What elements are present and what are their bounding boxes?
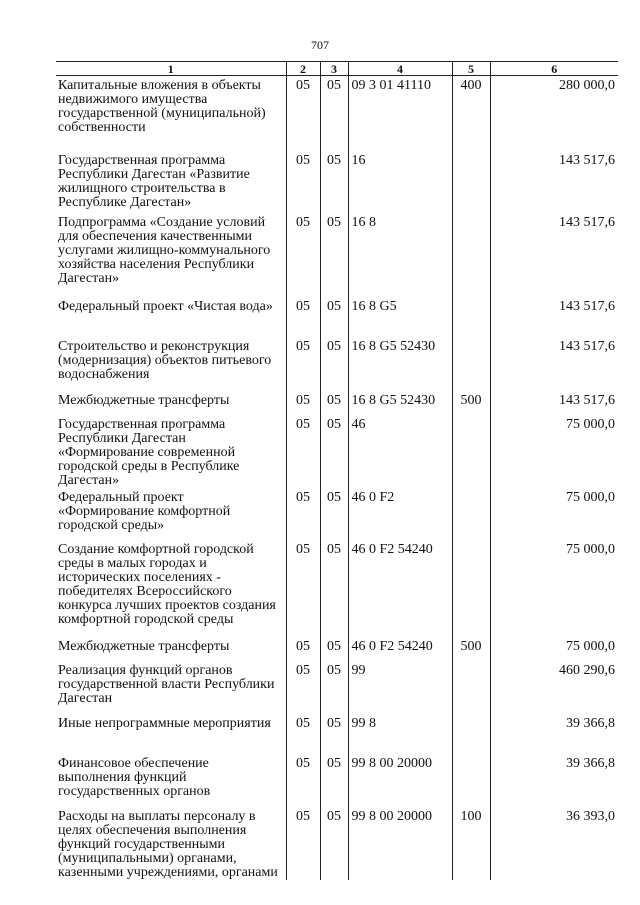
header-col-5: 5 <box>452 62 490 76</box>
cell-expense-type <box>452 337 490 391</box>
cell-expense-type <box>452 661 490 714</box>
table-row <box>56 540 618 637</box>
cell-name: Финансовое обеспечение выполнения функций государственных органов <box>58 755 211 799</box>
cell-section: 05 <box>286 213 320 297</box>
cell-target-code: 99 <box>348 661 452 714</box>
cell-amount: 75 000,0 <box>490 415 618 488</box>
table-row <box>56 151 618 213</box>
cell-name: Иные непрограммные мероприятия <box>58 715 271 731</box>
header-col-4: 4 <box>348 62 452 76</box>
table-row <box>56 297 618 337</box>
cell-name: Государственная программа Республики Дагестан «Развитие жилищного строительства в Республике Дагестан» <box>58 152 250 210</box>
cell-subsection: 05 <box>320 337 348 391</box>
cell-subsection: 05 <box>320 76 348 151</box>
cell-target-code: 16 8 <box>348 213 452 297</box>
cell-expense-type <box>452 488 490 540</box>
cell-amount: 280 000,0 <box>490 76 618 151</box>
cell-section: 05 <box>286 391 320 415</box>
header-col-3: 3 <box>320 62 348 76</box>
cell-subsection: 05 <box>320 754 348 807</box>
cell-amount: 143 517,6 <box>490 391 618 415</box>
cell-name: Строительство и реконструкция (модернизация) объектов питьевого водоснабжения <box>58 338 272 382</box>
cell-name: Государственная программа Республики Дагестан «Формирование современной городской среды в Республике Дагестан» <box>58 416 240 488</box>
cell-target-code: 16 <box>348 151 452 213</box>
cell-expense-type: 500 <box>452 637 490 661</box>
cell-amount: 460 290,6 <box>490 661 618 714</box>
cell-amount: 75 000,0 <box>490 637 618 661</box>
table-row <box>56 213 618 297</box>
table-header <box>56 62 618 76</box>
cell-section: 05 <box>286 337 320 391</box>
cell-subsection: 05 <box>320 661 348 714</box>
cell-target-code: 46 <box>348 415 452 488</box>
cell-expense-type: 400 <box>452 76 490 151</box>
cell-name: Межбюджетные трансферты <box>58 392 230 408</box>
cell-amount: 143 517,6 <box>490 337 618 391</box>
cell-subsection: 05 <box>320 637 348 661</box>
table-row <box>56 415 618 488</box>
cell-name: Создание комфортной городской среды в малых городах и исторических поселениях - победителях Всероссийского конкурса лучших проектов создания комфортной городской среды <box>58 541 276 627</box>
cell-target-code: 16 8 G5 52430 <box>348 391 452 415</box>
header-col-6: 6 <box>490 62 618 76</box>
cell-subsection: 05 <box>320 391 348 415</box>
budget-table <box>56 61 618 880</box>
cell-target-code: 09 3 01 41110 <box>348 76 452 151</box>
table-row <box>56 391 618 415</box>
header-col-2: 2 <box>286 62 320 76</box>
cell-expense-type <box>452 151 490 213</box>
cell-section: 05 <box>286 540 320 637</box>
cell-expense-type <box>452 714 490 754</box>
cell-section: 05 <box>286 488 320 540</box>
cell-amount: 39 366,8 <box>490 714 618 754</box>
cell-target-code: 46 0 F2 54240 <box>348 637 452 661</box>
cell-section: 05 <box>286 754 320 807</box>
cell-subsection: 05 <box>320 213 348 297</box>
cell-target-code: 99 8 00 20000 <box>348 807 452 880</box>
cell-name: Федеральный проект «Формирование комфортной городской среды» <box>58 489 231 533</box>
cell-subsection: 05 <box>320 297 348 337</box>
cell-name: Федеральный проект «Чистая вода» <box>58 298 273 314</box>
cell-expense-type <box>452 213 490 297</box>
cell-section: 05 <box>286 714 320 754</box>
table-row <box>56 637 618 661</box>
table-row <box>56 754 618 807</box>
table-row <box>56 661 618 714</box>
cell-target-code: 16 8 G5 <box>348 297 452 337</box>
table-body <box>56 76 618 880</box>
cell-section: 05 <box>286 297 320 337</box>
cell-amount: 143 517,6 <box>490 213 618 297</box>
cell-subsection: 05 <box>320 415 348 488</box>
cell-target-code: 99 8 <box>348 714 452 754</box>
cell-expense-type: 500 <box>452 391 490 415</box>
cell-subsection: 05 <box>320 151 348 213</box>
cell-subsection: 05 <box>320 488 348 540</box>
cell-expense-type <box>452 415 490 488</box>
cell-target-code: 46 0 F2 54240 <box>348 540 452 637</box>
cell-amount: 36 393,0 <box>490 807 618 880</box>
cell-amount: 143 517,6 <box>490 297 618 337</box>
cell-name: Капитальные вложения в объекты недвижимого имущества государственной (муниципальной) собственности <box>58 78 266 135</box>
cell-target-code: 99 8 00 20000 <box>348 754 452 807</box>
table-row <box>56 714 618 754</box>
table-row <box>56 488 618 540</box>
cell-amount: 75 000,0 <box>490 540 618 637</box>
cell-amount: 39 366,8 <box>490 754 618 807</box>
header-col-1: 1 <box>56 62 286 76</box>
cell-expense-type <box>452 754 490 807</box>
table-row <box>56 807 618 880</box>
cell-section: 05 <box>286 807 320 880</box>
cell-amount: 143 517,6 <box>490 151 618 213</box>
cell-section: 05 <box>286 151 320 213</box>
cell-name: Реализация функций органов государственной власти Республики Дагестан <box>58 662 275 706</box>
page-number: 707 <box>311 38 329 52</box>
table-row <box>56 337 618 391</box>
cell-expense-type <box>452 297 490 337</box>
cell-subsection: 05 <box>320 540 348 637</box>
cell-name: Межбюджетные трансферты <box>58 638 230 654</box>
cell-section: 05 <box>286 637 320 661</box>
cell-subsection: 05 <box>320 807 348 880</box>
cell-section: 05 <box>286 76 320 151</box>
cell-expense-type <box>452 540 490 637</box>
cell-name: Подпрограмма «Создание условий для обеспечения качественными услугами жилищно-коммунального хозяйства населения Республики Дагестан» <box>58 214 271 286</box>
cell-expense-type: 100 <box>452 807 490 880</box>
cell-name: Расходы на выплаты персоналу в целях обеспечения выполнения функций государственными (муниципальными) органами, казенными учреждениями, органами <box>58 808 278 880</box>
cell-section: 05 <box>286 415 320 488</box>
cell-amount: 75 000,0 <box>490 488 618 540</box>
table-row <box>56 76 618 151</box>
cell-target-code: 16 8 G5 52430 <box>348 337 452 391</box>
cell-section: 05 <box>286 661 320 714</box>
cell-target-code: 46 0 F2 <box>348 488 452 540</box>
cell-subsection: 05 <box>320 714 348 754</box>
